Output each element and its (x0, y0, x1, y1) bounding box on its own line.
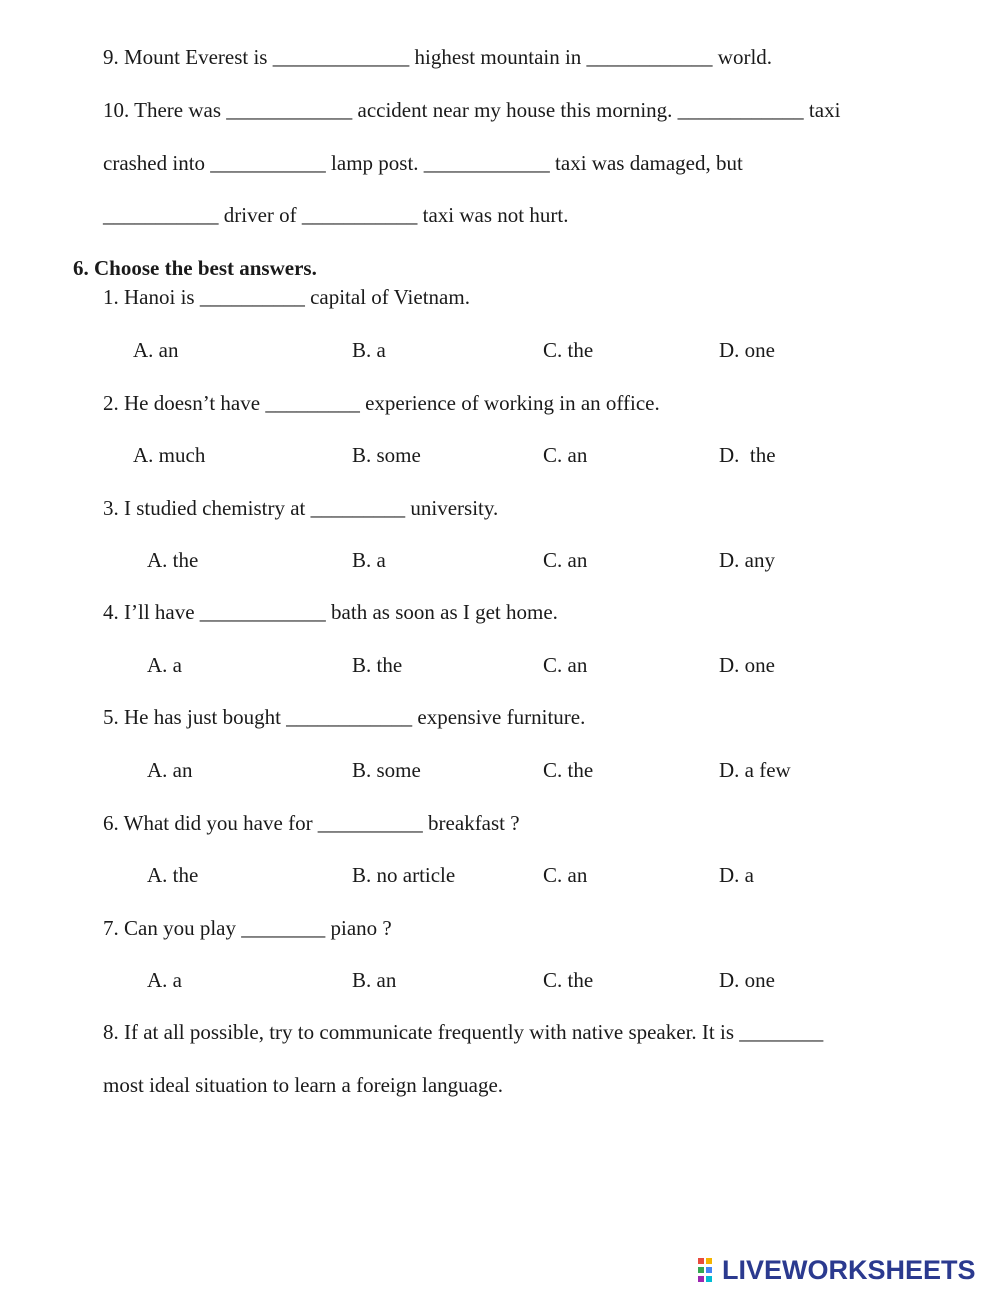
mc-q6-option-b[interactable]: B. no article (352, 863, 456, 887)
mc-q4-option-b[interactable]: B. the (352, 653, 403, 677)
mc-q6-option-a[interactable]: A. the (147, 863, 199, 887)
mc-question-8-line-1: 8. If at all possible, try to communicate frequently with native speaker. It is ________ (103, 1020, 824, 1044)
mc-q1-option-d[interactable]: D. one (719, 338, 775, 362)
mc-q7-option-a[interactable]: A. a (147, 968, 182, 992)
mc-question-1: 1. Hanoi is __________ capital of Vietnam. (103, 285, 470, 309)
mc-q5-option-c[interactable]: C. the (543, 758, 594, 782)
mc-q3-option-b[interactable]: B. a (352, 548, 386, 572)
mc-q4-option-d[interactable]: D. one (719, 653, 775, 677)
question-10-line-1: 10. There was ____________ accident near my house this morning. ____________ taxi (103, 98, 841, 122)
mc-q6-option-c[interactable]: C. an (543, 863, 588, 887)
mc-question-5: 5. He has just bought ____________ expensive furniture. (103, 705, 586, 729)
mc-q2-option-c[interactable]: C. an (543, 443, 588, 467)
mc-q5-option-d[interactable]: D. a few (719, 758, 791, 782)
mc-q4-option-a[interactable]: A. a (147, 653, 182, 677)
liveworksheets-wordmark: LIVEWORKSHEETS (722, 1254, 976, 1285)
mc-question-7: 7. Can you play ________ piano ? (103, 916, 392, 940)
mc-q5-option-b[interactable]: B. some (352, 758, 421, 782)
question-10-line-2: crashed into ___________ lamp post. ____________ taxi was damaged, but (103, 151, 743, 175)
mc-q3-option-d[interactable]: D. any (719, 548, 775, 572)
mc-q1-option-c[interactable]: C. the (543, 338, 594, 362)
mc-q3-option-a[interactable]: A. the (147, 548, 199, 572)
question-10-line-3: ___________ driver of ___________ taxi was not hurt. (103, 203, 569, 227)
mc-q7-option-d[interactable]: D. one (719, 968, 775, 992)
section-6-heading: 6. Choose the best answers. (73, 256, 317, 280)
mc-q1-option-a[interactable]: A. an (133, 338, 179, 362)
mc-q2-option-b[interactable]: B. some (352, 443, 421, 467)
mc-question-6: 6. What did you have for __________ breakfast ? (103, 811, 520, 835)
liveworksheets-logo (698, 1255, 976, 1285)
mc-q3-option-c[interactable]: C. an (543, 548, 588, 572)
mc-q7-option-c[interactable]: C. the (543, 968, 594, 992)
liveworksheets-mark-icon (698, 1258, 720, 1282)
mc-question-3: 3. I studied chemistry at _________ university. (103, 496, 499, 520)
mc-question-2: 2. He doesn’t have _________ experience of working in an office. (103, 391, 660, 415)
mc-q6-option-d[interactable]: D. a (719, 863, 754, 887)
mc-q2-option-a[interactable]: A. much (133, 443, 206, 467)
mc-q1-option-b[interactable]: B. a (352, 338, 386, 362)
mc-q4-option-c[interactable]: C. an (543, 653, 588, 677)
mc-q2-option-d[interactable]: D. the (719, 443, 776, 467)
question-9: 9. Mount Everest is _____________ highest mountain in ____________ world. (103, 45, 773, 69)
mc-q5-option-a[interactable]: A. an (147, 758, 193, 782)
mc-q7-option-b[interactable]: B. an (352, 968, 397, 992)
mc-question-8-line-2: most ideal situation to learn a foreign language. (103, 1073, 504, 1097)
mc-question-4: 4. I’ll have ____________ bath as soon as I get home. (103, 600, 558, 624)
